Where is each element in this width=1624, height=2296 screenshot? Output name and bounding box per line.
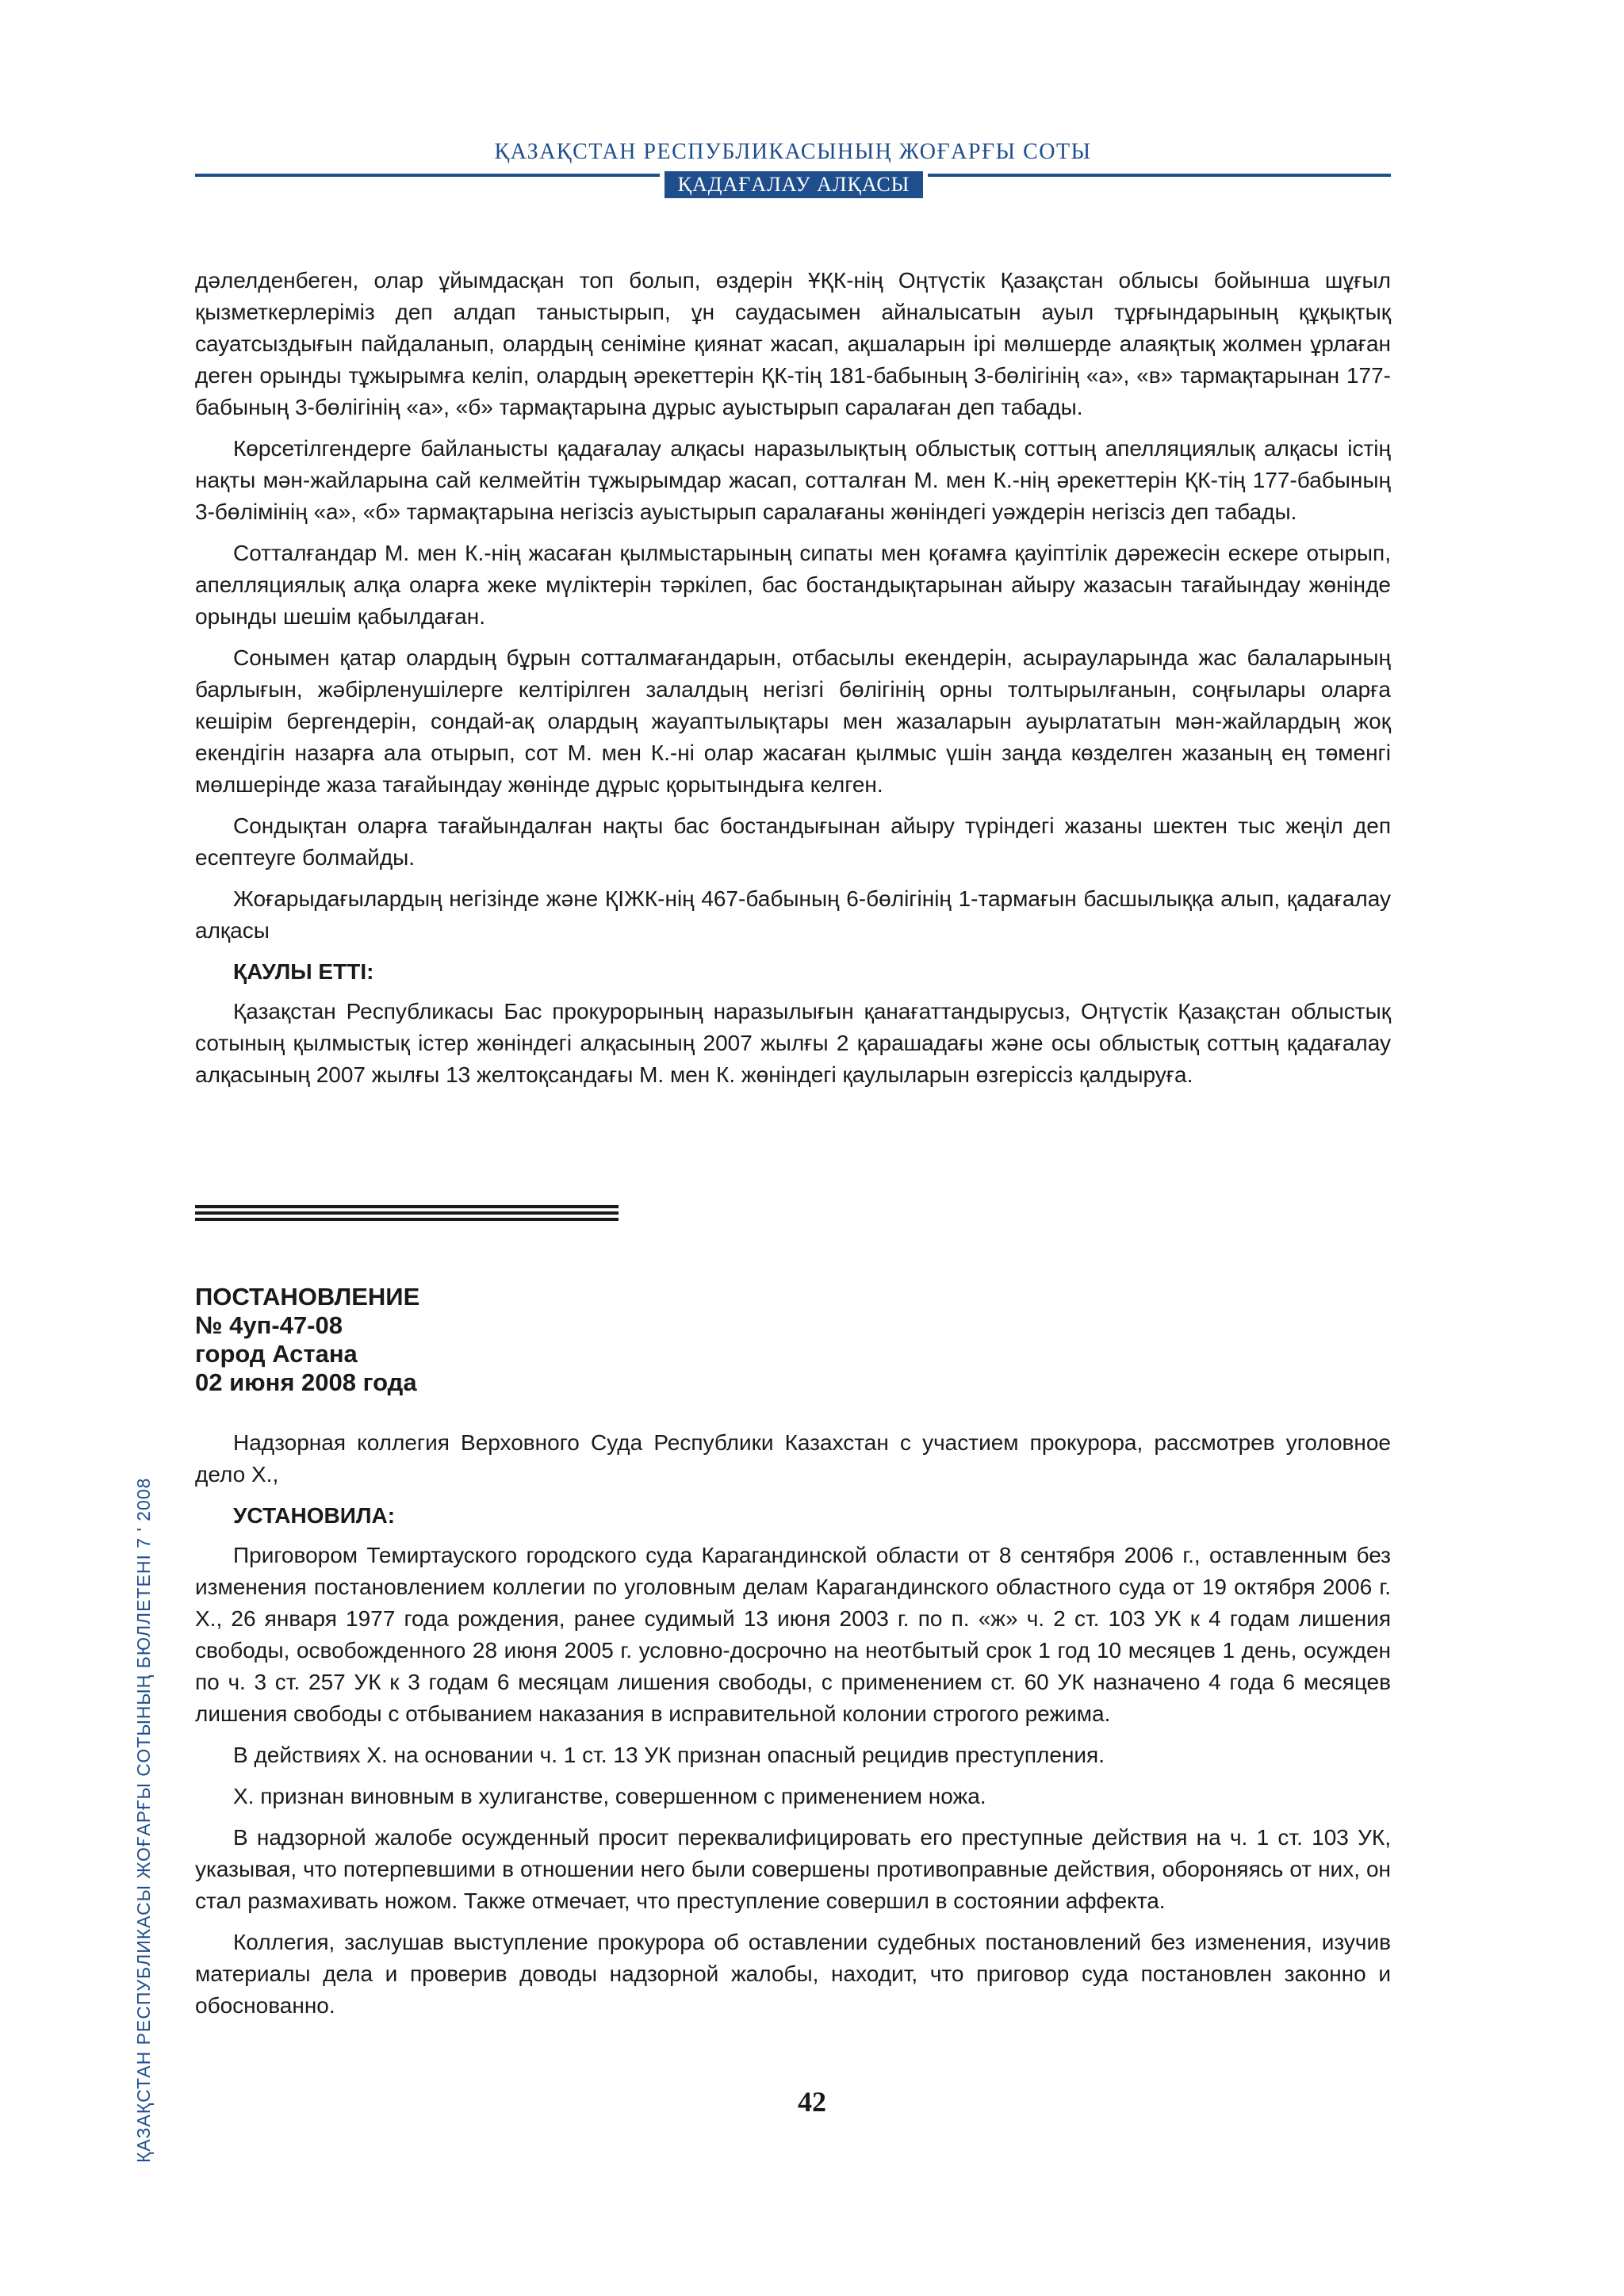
kazakh-paragraph: Жоғарыдағылардың негізінде және ҚІЖК-нің 467-бабының 6-бөлігінің 1-тармағын басшылыққа алып, қадағалау алқасы [195,886,1391,943]
russian-text-block [195,1427,1391,2031]
kazakh-text-block [195,265,1391,1100]
page-number: 42 [798,2086,826,2118]
running-header-subtitle: ҚАДАҒАЛАУ АЛҚАСЫ [665,171,923,198]
russian-paragraph: Х. признан виновным в хулиганстве, совершенном с применением ножа. [233,1784,986,1808]
kazakh-paragraph: Сонымен қатар олардың бұрын сотталмағандарын, отбасылы екендерін, асырауларында жас балаларының барлығын, жәбірленушілерге келтірілген залалдың негізгі бөлігінің орны толтырылғанын, соңғылары оларға кешірім бергендерін, сондай-ақ олардың жауаптылықтары мен жазаларын ауырлататын мән-жайлардың жоқ екендігін назарға ала отырып, сот М. мен К.-ні олар жасаған қылмыс үшін заңда көзделген жазаның ең төменгі мөлшерінде жаза тағайындау жөнінде дұрыс қорытындыға келген. [195,645,1391,797]
russian-paragraph: Коллегия, заслушав выступление прокурора об оставлении судебных постановлений без изменения, изучив материалы дела и проверив доводы надзорной жалобы, находит, что приговор суда постановлен законно и обоснованно. [195,1930,1391,2018]
resolution-title: ПОСТАНОВЛЕНИЕ [195,1283,420,1311]
kazakh-paragraph: дәлелденбеген, олар ұйымдасқан топ болып, өздерін ҰҚК-нің Оңтүстік Қазақстан облысы бойынша шұғыл қызметкерлеріміз деп алдап таныстырып, ұн саудасымен айналысатын ауыл тұрғындарының құқықтық сауатсыздығын пайдаланып, олардың сеніміне қиянат жасап, ақшаларын ірі мөлшерде алаяқтық жолмен ұрлаған деген орынды тұжырымға келіп, олардың әрекеттерін ҚК-тің 181-бабының 3-бөлігінің «а», «в» тармақтарынан 177-бабының 3-бөлігінің «а», «б» тармақтарына дұрыс ауыстырып саралаған деп табады. [195,268,1391,419]
russian-paragraph: Приговором Темиртауского городского суда Карагандинской области от 8 сентября 2006 г., оставленным без изменения постановлением коллегии по уголовным делам Карагандинского областного суда от 19 октября 2006 г. Х., 26 января 1977 года рождения, ранее судимый 13 июня 2003 г. по п. «ж» ч. 2 ст. 103 УК к 4 годам лишения свободы, освобожденного 28 июня 2005 г. условно-досрочно на неотбытый срок 1 год 10 месяцев 1 день, осужден по ч. 3 ст. 257 УК к 3 годам 6 месяцам лишения свободы, с применением ст. 60 УК назначено 4 года 6 месяцев лишения свободы с отбыванием наказания в исправительной колонии строгого режима. [195,1543,1391,1726]
kazakh-paragraph: Көрсетілгендерге байланысты қадағалау алқасы наразылықтың облыстық соттың апелляциялық алқасы істің нақты мән-жайларына сай келмейтін тұжырымдар жасап, сотталған М. мен К.-нің әрекеттерін ҚК-тің 177-бабының 3-бөлімінің «а», «б» тармақтарына негізсіз ауыстырып саралағаны жөніндегі уәждерін негізсіз деп табады. [195,436,1391,524]
section-divider [195,1205,619,1224]
running-header-title: ҚАЗАҚСТАН РЕСПУБЛИКАСЫНЫҢ ЖОҒАРҒЫ СОТЫ [494,140,1092,164]
russian-intro: Надзорная коллегия Верховного Суда Республики Казахстан с участием прокурора, рассмотрев уголовное дело Х., [195,1430,1391,1487]
header-rule-right [928,174,1391,177]
resolution-city: город Астана [195,1340,358,1368]
kazakh-paragraph: Сотталғандар М. мен К.-нің жасаған қылмыстарының сипаты мен қоғамға қауіптілік дәрежесін ескере отырып, апелляциялық алқа оларға жеке мүліктерін тәркілеп, бас бостандықтарынан айыру жазасын тағайындау жөнінде орынды шешім қабылдаған. [195,541,1391,629]
russian-paragraph: В действиях Х. на основании ч. 1 ст. 13 УК признан опасный рецидив преступления. [233,1743,1105,1767]
resolution-number: № 4уп-47-08 [195,1311,343,1339]
header-rule-left [195,174,660,177]
russian-paragraph: В надзорной жалобе осужденный просит переквалифицировать его преступные действия на ч. 1 ст. 103 УК, указывая, что потерпевшими в отношении него были совершены противоправные действия, обороняясь от них, он стал размахивать ножом. Также отмечает, что преступление совершил в состоянии аффекта. [195,1825,1391,1913]
kazakh-paragraph: Сондықтан оларға тағайындалған нақты бас бостандығынан айыру түріндегі жазаны шектен тыс жеңіл деп есептеуге болмайды. [195,813,1391,870]
resolution-date: 02 июня 2008 года [195,1368,417,1396]
side-journal-caption: ҚАЗАҚСТАН РЕСПУБЛИКАСЫ ЖОҒАРҒЫ СОТЫНЫҢ БЮЛЛЕТЕНІ 7 ' 2008 [133,1477,154,2163]
resolution-heading [195,1283,829,1397]
decree-heading: ҚАУЛЫ ЕТТІ: [233,959,374,984]
decree-text: Қазақстан Республикасы Бас прокурорының наразылығын қанағаттандырусыз, Оңтүстік Қазақстан облыстық сотының қылмыстық істер жөніндегі алқасының 2007 жылғы 2 қарашадағы және осы облыстық соттың қадағалау алқасының 2007 жылғы 13 желтоқсандағы М. мен К. жөніндегі қаулыларын өзгеріссіз қалдыруға. [195,999,1391,1087]
established-heading: УСТАНОВИЛА: [233,1503,396,1528]
